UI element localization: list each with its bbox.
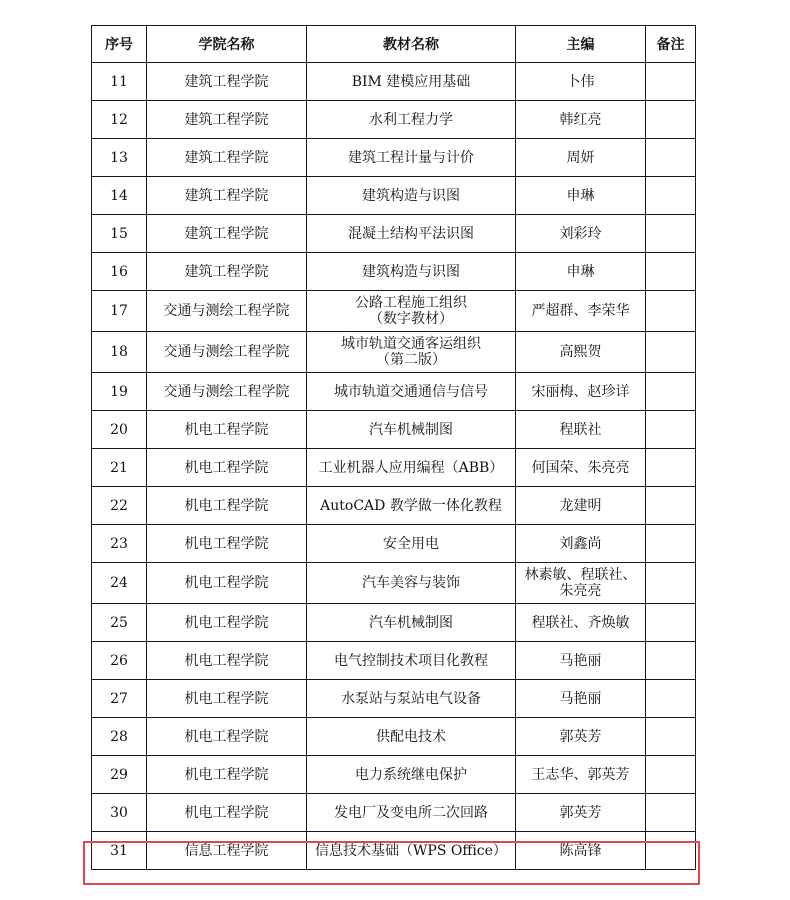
table-row bbox=[92, 642, 696, 680]
cell-remark bbox=[646, 101, 696, 139]
cell-number: 17 bbox=[92, 291, 147, 332]
header-number: 序号 bbox=[92, 26, 147, 63]
cell-remark bbox=[646, 332, 696, 373]
table-row bbox=[92, 291, 696, 332]
cell-textbook: 信息技术基础（WPS Office） bbox=[307, 832, 516, 870]
cell-textbook: 水泵站与泵站电气设备 bbox=[307, 680, 516, 718]
table-row bbox=[92, 139, 696, 177]
cell-number: 25 bbox=[92, 604, 147, 642]
cell-editor: 何国荣、朱亮亮 bbox=[516, 449, 646, 487]
table-row bbox=[92, 332, 696, 373]
cell-college: 机电工程学院 bbox=[147, 718, 307, 756]
cell-college: 机电工程学院 bbox=[147, 525, 307, 563]
table-row bbox=[92, 449, 696, 487]
cell-textbook: 工业机器人应用编程（ABB） bbox=[307, 449, 516, 487]
cell-textbook: 城市轨道交通客运组织 （第二版） bbox=[307, 332, 516, 373]
cell-textbook: 汽车机械制图 bbox=[307, 604, 516, 642]
cell-remark bbox=[646, 373, 696, 411]
cell-number: 16 bbox=[92, 253, 147, 291]
cell-textbook: BIM 建模应用基础 bbox=[307, 63, 516, 101]
cell-remark bbox=[646, 63, 696, 101]
cell-textbook: 电力系统继电保护 bbox=[307, 756, 516, 794]
cell-remark bbox=[646, 718, 696, 756]
cell-remark bbox=[646, 215, 696, 253]
cell-editor: 严超群、李荣华 bbox=[516, 291, 646, 332]
cell-editor: 周妍 bbox=[516, 139, 646, 177]
header-editor: 主编 bbox=[516, 26, 646, 63]
cell-remark bbox=[646, 604, 696, 642]
cell-college: 建筑工程学院 bbox=[147, 63, 307, 101]
table-row bbox=[92, 680, 696, 718]
cell-textbook: 水利工程力学 bbox=[307, 101, 516, 139]
cell-remark bbox=[646, 794, 696, 832]
cell-textbook: 安全用电 bbox=[307, 525, 516, 563]
cell-number: 24 bbox=[92, 563, 147, 604]
cell-editor: 高熙贺 bbox=[516, 332, 646, 373]
cell-number: 29 bbox=[92, 756, 147, 794]
cell-college: 机电工程学院 bbox=[147, 642, 307, 680]
table-header-row bbox=[92, 26, 696, 63]
cell-textbook: 混凝土结构平法识图 bbox=[307, 215, 516, 253]
cell-textbook: 公路工程施工组织 （数字教材） bbox=[307, 291, 516, 332]
cell-textbook: AutoCAD 教学做一体化教程 bbox=[307, 487, 516, 525]
cell-editor: 程联社、齐焕敏 bbox=[516, 604, 646, 642]
cell-remark bbox=[646, 253, 696, 291]
textbook-table bbox=[91, 25, 696, 870]
cell-college: 机电工程学院 bbox=[147, 794, 307, 832]
cell-editor: 卜伟 bbox=[516, 63, 646, 101]
cell-college: 交通与测绘工程学院 bbox=[147, 291, 307, 332]
cell-editor: 马艳丽 bbox=[516, 642, 646, 680]
table-row bbox=[92, 604, 696, 642]
cell-editor: 申琳 bbox=[516, 253, 646, 291]
cell-editor: 郭英芳 bbox=[516, 718, 646, 756]
table-row bbox=[92, 101, 696, 139]
cell-textbook: 供配电技术 bbox=[307, 718, 516, 756]
cell-number: 15 bbox=[92, 215, 147, 253]
cell-number: 31 bbox=[92, 832, 147, 870]
cell-editor: 韩红亮 bbox=[516, 101, 646, 139]
table-row bbox=[92, 411, 696, 449]
cell-college: 建筑工程学院 bbox=[147, 215, 307, 253]
cell-remark bbox=[646, 680, 696, 718]
cell-college: 建筑工程学院 bbox=[147, 253, 307, 291]
cell-textbook: 发电厂及变电所二次回路 bbox=[307, 794, 516, 832]
cell-remark bbox=[646, 832, 696, 870]
cell-number: 13 bbox=[92, 139, 147, 177]
cell-textbook: 建筑构造与识图 bbox=[307, 253, 516, 291]
cell-college: 建筑工程学院 bbox=[147, 101, 307, 139]
cell-editor: 申琳 bbox=[516, 177, 646, 215]
cell-number: 23 bbox=[92, 525, 147, 563]
cell-college: 机电工程学院 bbox=[147, 756, 307, 794]
cell-number: 20 bbox=[92, 411, 147, 449]
table-row bbox=[92, 563, 696, 604]
cell-number: 22 bbox=[92, 487, 147, 525]
cell-number: 14 bbox=[92, 177, 147, 215]
cell-number: 27 bbox=[92, 680, 147, 718]
cell-remark bbox=[646, 177, 696, 215]
cell-college: 建筑工程学院 bbox=[147, 139, 307, 177]
cell-editor: 林素敏、程联社、 朱亮亮 bbox=[516, 563, 646, 604]
cell-number: 26 bbox=[92, 642, 147, 680]
cell-remark bbox=[646, 525, 696, 563]
table-body bbox=[92, 63, 696, 870]
cell-editor: 龙建明 bbox=[516, 487, 646, 525]
header-college: 学院名称 bbox=[147, 26, 307, 63]
cell-textbook: 建筑工程计量与计价 bbox=[307, 139, 516, 177]
table-row bbox=[92, 718, 696, 756]
cell-college: 机电工程学院 bbox=[147, 411, 307, 449]
cell-college: 机电工程学院 bbox=[147, 487, 307, 525]
cell-college: 建筑工程学院 bbox=[147, 177, 307, 215]
cell-number: 30 bbox=[92, 794, 147, 832]
table-row bbox=[92, 756, 696, 794]
table-row bbox=[92, 487, 696, 525]
cell-editor: 郭英芳 bbox=[516, 794, 646, 832]
cell-remark bbox=[646, 642, 696, 680]
header-textbook: 教材名称 bbox=[307, 26, 516, 63]
cell-textbook: 汽车美容与装饰 bbox=[307, 563, 516, 604]
table-row bbox=[92, 373, 696, 411]
cell-college: 机电工程学院 bbox=[147, 604, 307, 642]
header-remark: 备注 bbox=[646, 26, 696, 63]
cell-remark bbox=[646, 291, 696, 332]
cell-textbook: 电气控制技术项目化教程 bbox=[307, 642, 516, 680]
cell-remark bbox=[646, 139, 696, 177]
cell-remark bbox=[646, 487, 696, 525]
table-row bbox=[92, 177, 696, 215]
cell-editor: 陈高锋 bbox=[516, 832, 646, 870]
cell-number: 19 bbox=[92, 373, 147, 411]
cell-editor: 刘彩玲 bbox=[516, 215, 646, 253]
cell-remark bbox=[646, 563, 696, 604]
table-row bbox=[92, 63, 696, 101]
table-row bbox=[92, 253, 696, 291]
cell-remark bbox=[646, 449, 696, 487]
cell-textbook: 城市轨道交通通信与信号 bbox=[307, 373, 516, 411]
cell-editor: 王志华、郭英芳 bbox=[516, 756, 646, 794]
table-row bbox=[92, 525, 696, 563]
cell-textbook: 汽车机械制图 bbox=[307, 411, 516, 449]
cell-number: 12 bbox=[92, 101, 147, 139]
cell-college: 机电工程学院 bbox=[147, 680, 307, 718]
table-row bbox=[92, 215, 696, 253]
cell-number: 28 bbox=[92, 718, 147, 756]
cell-college: 信息工程学院 bbox=[147, 832, 307, 870]
cell-textbook: 建筑构造与识图 bbox=[307, 177, 516, 215]
cell-remark bbox=[646, 411, 696, 449]
cell-editor: 宋丽梅、赵珍详 bbox=[516, 373, 646, 411]
cell-number: 21 bbox=[92, 449, 147, 487]
cell-editor: 马艳丽 bbox=[516, 680, 646, 718]
cell-college: 交通与测绘工程学院 bbox=[147, 373, 307, 411]
cell-editor: 刘鑫尚 bbox=[516, 525, 646, 563]
cell-editor: 程联社 bbox=[516, 411, 646, 449]
table-row bbox=[92, 832, 696, 870]
table-row bbox=[92, 794, 696, 832]
cell-college: 交通与测绘工程学院 bbox=[147, 332, 307, 373]
cell-college: 机电工程学院 bbox=[147, 563, 307, 604]
cell-number: 11 bbox=[92, 63, 147, 101]
cell-number: 18 bbox=[92, 332, 147, 373]
cell-remark bbox=[646, 756, 696, 794]
cell-college: 机电工程学院 bbox=[147, 449, 307, 487]
